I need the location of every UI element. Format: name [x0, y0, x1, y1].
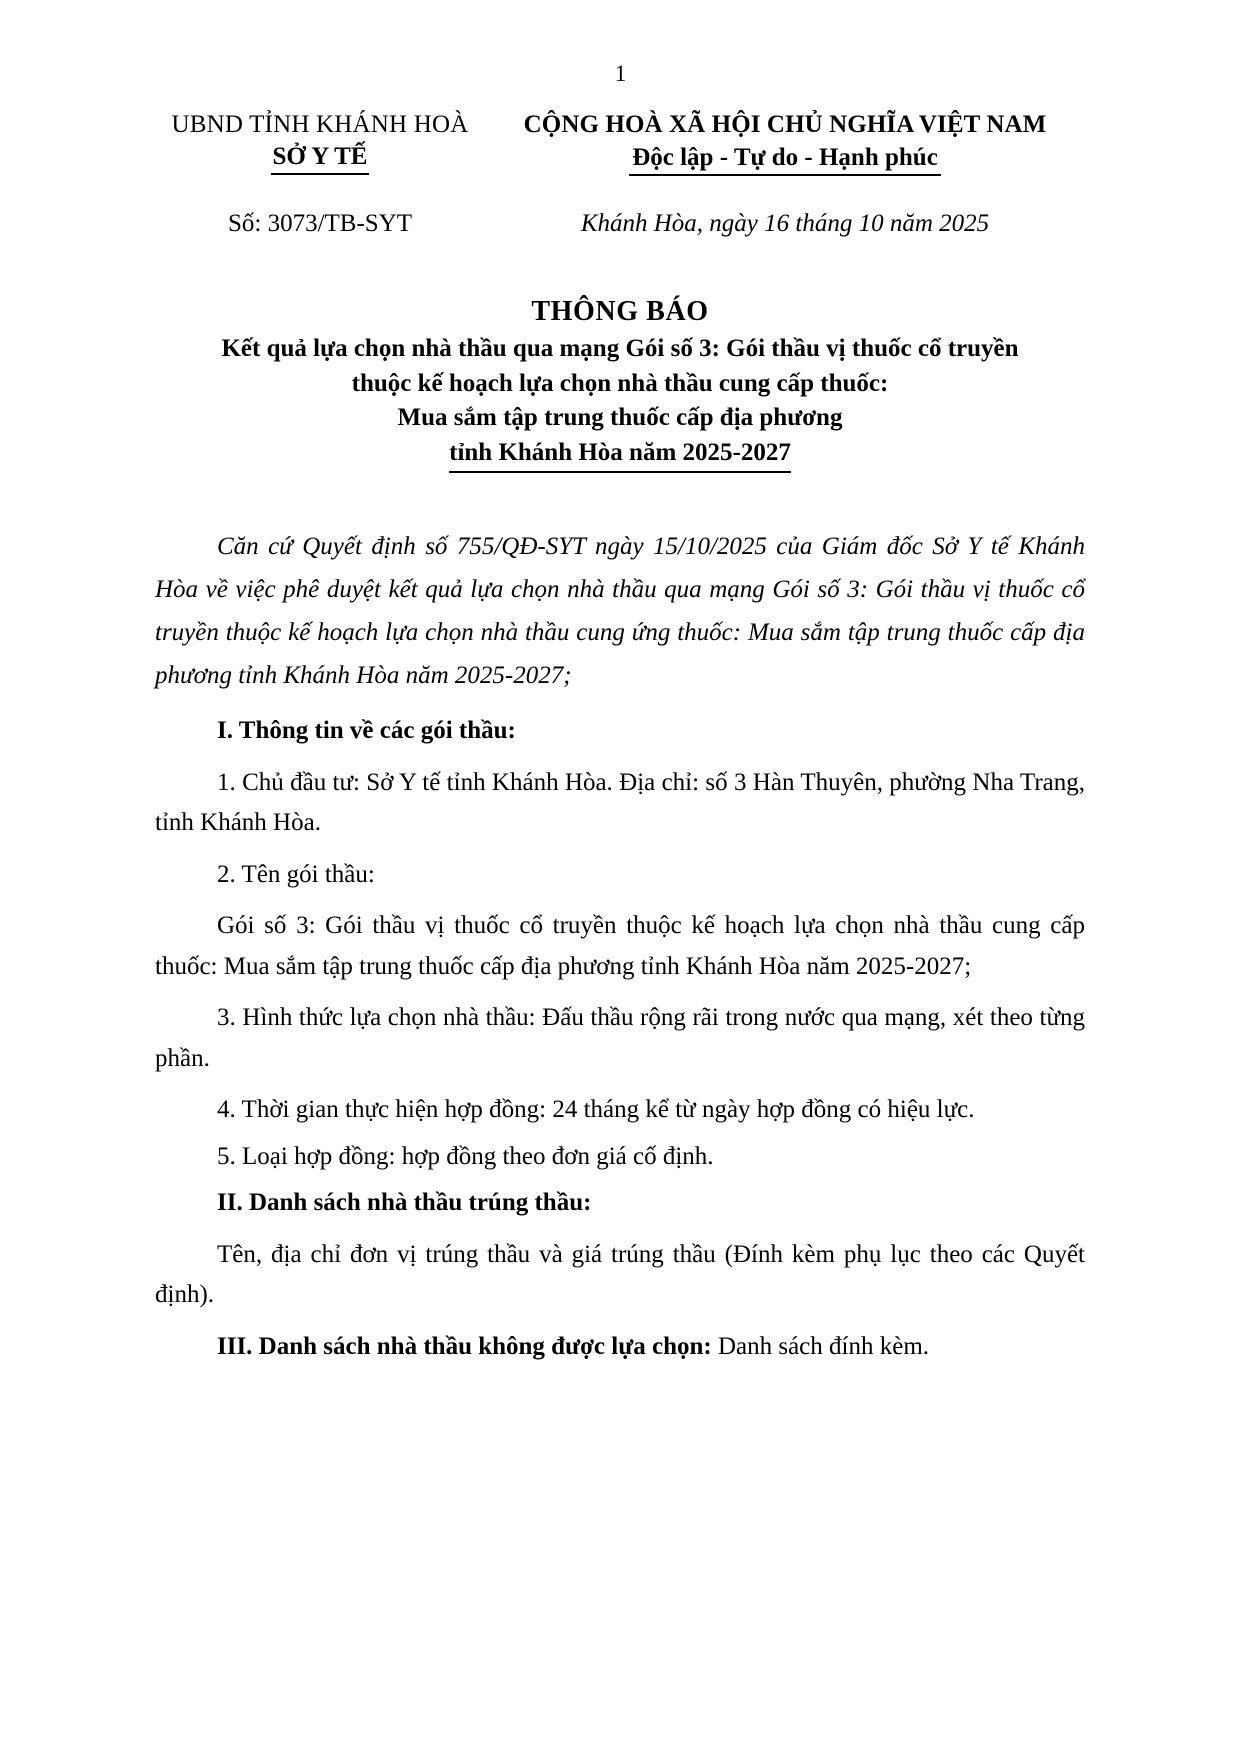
- section-heading-iii: [155, 1327, 1085, 1368]
- national-title: CỘNG HOÀ XÃ HỘI CHỦ NGHĨA VIỆT NAM: [523, 111, 1047, 138]
- item-2-package-detail: Gói số 3: Gói thầu vị thuốc cổ truyền thuộc kế hoạch lựa chọn nhà thầu cung cấp thuốc: Mua sắm tập trung thuốc cấp địa phương tỉnh Khánh Hòa năm 2025-2027;: [155, 912, 1085, 980]
- issuing-authority-parent: UBND TỈNH KHÁNH HOÀ: [171, 111, 469, 138]
- preamble-paragraph: Căn cứ Quyết định số 755/QĐ-SYT ngày 15/10/2025 của Giám đốc Sở Y tế Khánh Hòa về việc phê duyệt kết quả lựa chọn nhà thầu qua mạng Gói số 3: Gói thầu vị thuốc cổ truyền thuộc kế hoạch lựa chọn nhà thầu cung ứng thuốc: Mua sắm tập trung thuốc cấp địa phương tỉnh Khánh Hòa năm 2025-2027;: [155, 533, 1085, 690]
- letterhead: [155, 110, 1085, 176]
- page-number: 1: [614, 61, 627, 86]
- document-type-title: THÔNG BÁO: [531, 296, 709, 327]
- section-heading-ii: II. Danh sách nhà thầu trúng thầu:: [217, 1189, 592, 1217]
- section-iii-text: Danh sách đính kèm.: [717, 1332, 930, 1360]
- title-block: [155, 294, 1085, 473]
- national-motto: Độc lập - Tự do - Hạnh phúc: [629, 143, 941, 177]
- document-body: [155, 525, 1085, 1367]
- item-5-contract-type: 5. Loại hợp đồng: hợp đồng theo đơn giá cố định.: [217, 1142, 714, 1170]
- document-content: [155, 110, 1085, 1378]
- section-iii-label: III. Danh sách nhà thầu không được lựa chọn:: [217, 1332, 712, 1360]
- item-3-selection-method: 3. Hình thức lựa chọn nhà thầu: Đấu thầu rộng rãi trong nước qua mạng, xét theo từng phần.: [155, 1004, 1085, 1072]
- subject-line-2: thuộc kế hoạch lựa chọn nhà thầu cung cấp thuốc:: [351, 369, 889, 397]
- document-subject: [155, 332, 1085, 473]
- document-number: Số: 3073/TB-SYT: [227, 210, 413, 237]
- issuing-authority-block: [155, 110, 485, 175]
- item-2-package-name: 2. Tên gói thầu:: [217, 860, 375, 888]
- issuing-authority-name: SỞ Y TẾ: [271, 142, 370, 176]
- section-heading-i: I. Thông tin về các gói thầu:: [217, 717, 516, 745]
- place-and-date: Khánh Hòa, ngày 16 tháng 10 năm 2025: [580, 210, 990, 237]
- section-ii-text: Tên, địa chỉ đơn vị trúng thầu và giá trúng thầu (Đính kèm phụ lục theo các Quyết định).: [155, 1240, 1085, 1309]
- subject-line-1: Kết quả lựa chọn nhà thầu qua mạng Gói số 3: Gói thầu vị thuốc cổ truyền: [221, 335, 1019, 363]
- item-4-contract-duration: 4. Thời gian thực hiện hợp đồng: 24 tháng kể từ ngày hợp đồng có hiệu lực.: [217, 1096, 975, 1124]
- national-heading-block: [485, 110, 1085, 176]
- subject-line-3: Mua sắm tập trung thuốc cấp địa phương: [397, 404, 843, 432]
- reference-line: [155, 210, 1085, 238]
- item-1-investor: 1. Chủ đầu tư: Sở Y tế tỉnh Khánh Hòa. Địa chỉ: số 3 Hàn Thuyên, phường Nha Trang, tỉnh Khánh Hòa.: [155, 768, 1085, 837]
- subject-line-4: tỉnh Khánh Hòa năm 2025-2027: [449, 436, 791, 474]
